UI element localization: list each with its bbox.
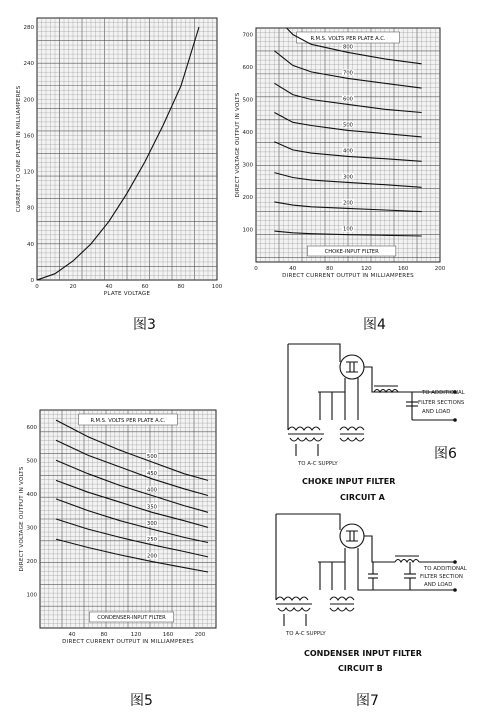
fig5-x-tick-label: 40 <box>68 632 76 638</box>
fig5-series-label: 450 <box>147 470 157 477</box>
fig3-y-tick-label: 0 <box>30 278 34 284</box>
fig4-series-label: 700 <box>343 70 353 77</box>
fig4-series-label: 500 <box>343 122 353 129</box>
fig3-x-tick-label: 20 <box>69 284 77 290</box>
fig3-y-tick-label: 240 <box>23 61 34 68</box>
circuit-a-out2: FILTER SECTIONS <box>418 400 465 406</box>
fig4-series-label: 800 <box>343 44 353 51</box>
fig4-x-tick-label: 0 <box>254 266 258 272</box>
circuit-a-out3: AND LOAD <box>422 409 451 415</box>
fig4-x-tick-label: 200 <box>434 266 446 272</box>
caption-fig3: 图3 <box>133 317 156 333</box>
rectifier-tube-icon <box>340 524 364 548</box>
circuit-b <box>276 514 467 673</box>
fig3-x-tick-label: 100 <box>211 284 223 290</box>
fig5-y-tick-label: 600 <box>26 424 37 431</box>
fig4-y-axis-label: DIRECT VOLTAGE OUTPUT IN VOLTS <box>235 92 241 198</box>
fig4-series-label: 600 <box>343 96 353 103</box>
fig4-x-axis-label: DIRECT CURRENT OUTPUT IN MILLIAMPERES <box>282 273 414 279</box>
fig4-series-label: 300 <box>343 174 353 181</box>
fig4-x-tick-label: 40 <box>289 266 297 272</box>
fig4-y-tick-label: 200 <box>242 195 253 201</box>
fig5-series-label: 500 <box>147 453 157 460</box>
fig4-x-tick-label: 160 <box>397 266 409 272</box>
fig3-y-tick-label: 40 <box>27 241 34 248</box>
circuit-a-title: CHOKE INPUT FILTER <box>302 477 396 486</box>
caption-fig4: 图4 <box>363 317 386 333</box>
circuit-a <box>288 344 465 502</box>
fig4-y-tick-label: 300 <box>242 162 253 169</box>
fig5-x-tick-label: 200 <box>194 632 206 638</box>
fig3-x-tick-label: 40 <box>105 284 113 290</box>
fig3-y-tick-label: 280 <box>23 25 34 32</box>
fig4-x-tick-label: 80 <box>326 266 334 272</box>
fig4-x-tick-label: 120 <box>361 266 372 272</box>
fig3-y-tick-label: 160 <box>23 133 34 140</box>
rectifier-tube-icon <box>340 355 364 379</box>
fig3-y-tick-label: 80 <box>27 205 34 212</box>
fig3-x-axis-label: PLATE VOLTAGE <box>103 291 151 297</box>
fig5-series-label: 400 <box>147 487 157 494</box>
fig3-x-tick-label: 80 <box>177 284 185 290</box>
fig4-y-tick-label: 600 <box>242 65 253 71</box>
fig4-annotation: CHOKE-INPUT FILTER <box>324 249 379 255</box>
fig5-y-tick-label: 400 <box>26 491 37 498</box>
fig5-y-tick-label: 200 <box>26 558 37 565</box>
fig4-legend-title: R.M.S. VOLTS PER PLATE A.C. <box>310 36 386 42</box>
fig3-y-tick-label: 120 <box>23 169 34 176</box>
chart-fig5 <box>19 410 216 645</box>
caption-fig7: 图7 <box>356 693 379 709</box>
circuit-b-out2: FILTER SECTION <box>420 574 463 580</box>
chart-fig4 <box>235 15 446 279</box>
fig5-series-label: 250 <box>147 536 157 543</box>
fig4-y-tick-label: 500 <box>242 97 253 104</box>
circuit-b-sub: CIRCUIT B <box>338 664 383 673</box>
fig3-x-tick-label: 0 <box>35 284 39 290</box>
fig5-y-tick-label: 500 <box>26 458 37 465</box>
fig3-y-axis-label: CURRENT TO ONE PLATE IN MILLIAMPERES <box>16 85 22 213</box>
fig5-y-tick-label: 100 <box>26 592 37 599</box>
fig5-y-tick-label: 300 <box>26 525 37 532</box>
fig5-x-axis-label: DIRECT CURRENT OUTPUT IN MILLIAMPERES <box>62 639 194 645</box>
chart-fig3 <box>16 18 223 297</box>
circuit-a-out1: TO ADDITIONAL <box>422 390 465 396</box>
circuit-b-out3: AND LOAD <box>424 582 453 588</box>
circuit-b-title: CONDENSER INPUT FILTER <box>304 649 422 658</box>
caption-fig5: 图5 <box>130 693 153 709</box>
fig4-series-label: 100 <box>343 226 353 233</box>
fig5-series-label: 300 <box>147 521 157 528</box>
fig4-y-tick-label: 100 <box>242 227 253 234</box>
fig4-series-label: 200 <box>343 200 353 207</box>
circuit-a-sub: CIRCUIT A <box>340 493 385 502</box>
fig5-x-tick-label: 120 <box>130 632 142 638</box>
fig3-y-tick-label: 200 <box>23 97 34 104</box>
fig4-y-tick-label: 400 <box>242 130 253 136</box>
fig3-x-tick-label: 60 <box>141 284 149 290</box>
fig4-series-label: 400 <box>343 148 353 155</box>
circuit-b-supply: TO A-C SUPPLY <box>286 631 326 637</box>
caption-fig6: 图6 <box>434 446 457 462</box>
fig4-y-tick-label: 700 <box>242 32 253 39</box>
fig5-legend-title: R.M.S. VOLTS PER PLATE A.C. <box>90 418 166 424</box>
fig5-x-tick-label: 160 <box>162 632 174 638</box>
fig5-series-label: 200 <box>147 553 157 560</box>
fig5-x-tick-label: 80 <box>100 632 108 638</box>
fig5-annotation: CONDENSER-INPUT FILTER <box>97 615 166 621</box>
circuit-a-supply: TO A-C SUPPLY <box>298 461 338 467</box>
fig5-series-label: 350 <box>147 504 157 511</box>
circuit-b-out1: TO ADDITIONAL <box>424 566 467 572</box>
fig5-y-axis-label: DIRECT VOLTAGE OUTPUT IN VOLTS <box>19 466 25 572</box>
